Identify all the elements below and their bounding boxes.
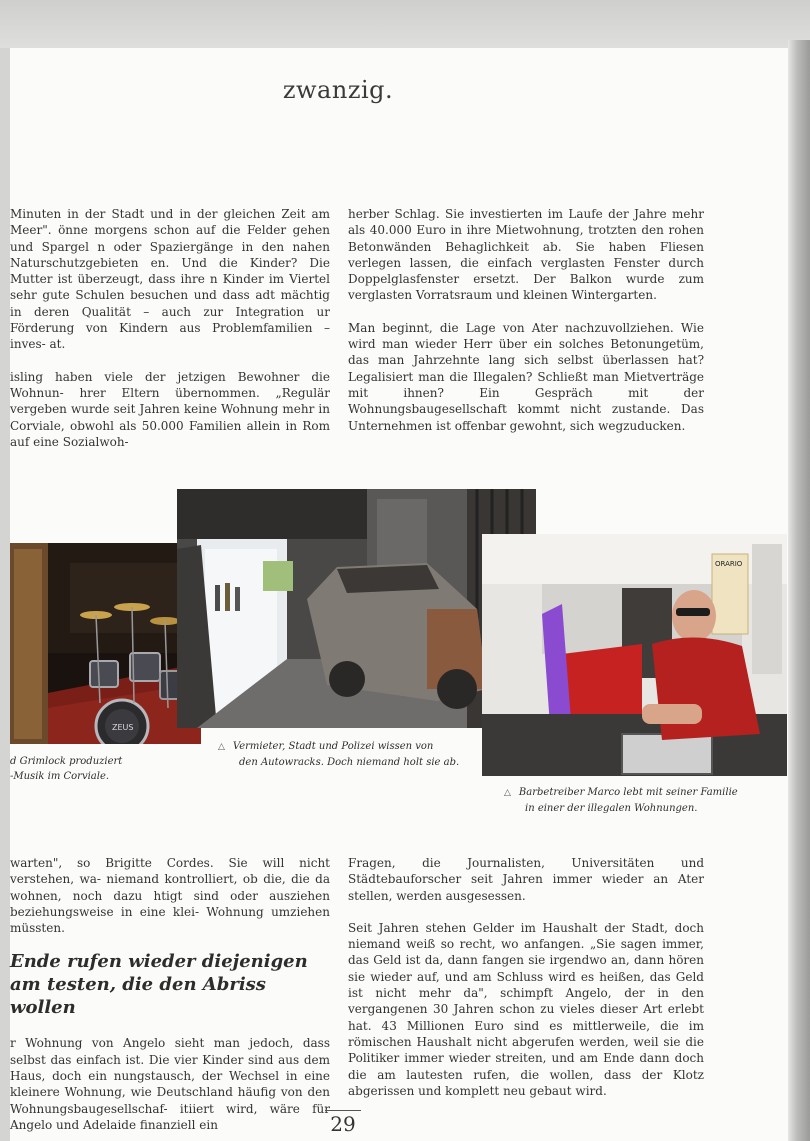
caption-line: -Musik im Corviale. <box>10 771 110 782</box>
caption-line: d Grimlock produziert <box>10 756 123 767</box>
page-title: zwanzig. <box>282 76 394 104</box>
paragraph: isling haben viele der jetzigen Bewohner die Wohnun- hrer Eltern übernommen. „Regulär vergeben wurde seit Jahren keine Wohnung mehr in Corviale, obwohl als 50.000 Familien allein in Rom auf eine Sozialwoh- <box>10 369 330 449</box>
paragraph: Man beginnt, die Lage von Ater nachzuvollziehen. Wie wird man wieder Herr über ein solches Betonungetüm, das man Jahrzehnte lang sich selbst überlassen hat? Legalisiert man die Illegalen? Schließt man Mietverträge mit ihnen? Ein Gespräch mit der Wohnungsbaugesellschaft kommt nicht zustande. Das Unternehmen ist offenbar gewohnt, sich wegzuducken. <box>348 320 704 433</box>
paragraph: Seit Jahren stehen Gelder im Haushalt der Stadt, doch niemand weiß so recht, wo anfangen. „Sie sagen immer, das Geld ist da, dann fangen sie irgendwo an, dann hören sie wieder auf, und am Schluss wird es heißen, das Geld ist nicht mehr da", schimpft Angelo, der in den vergangenen 30 Jahren schon zu vieles dieser Art erlebt hat. 43 Millionen Euro sind es mittlerweile, die im römischen Haushalt nicht abgerufen werden, weil sie die Politiker immer wieder streiten, und am Ende dann doch die am lautesten rufen, die wollen, dass der Klotz abgerissen und komplett neu gebaut wird. <box>348 920 704 1098</box>
photo-bar-owner <box>482 534 787 776</box>
paragraph: herber Schlag. Sie investierten im Laufe der Jahre mehr als 40.000 Euro in ihre Mietwohnung, trotzten den rohen Betonwänden Behaglichkeit ab. Sie haben Fliesen verlegen lassen, die einfach verglasten Fenster durch Doppelglasfenster ersetzt. Der Balkon wurde zum verglasten Vorratsraum und kleinen Wintergarten. <box>348 207 704 303</box>
paragraph: Fragen, die Journalisten, Universitäten und Städtebauforscher seit Jahren immer wieder an Ater stellen, werden ausgesessen. <box>348 856 704 903</box>
paragraph: Minuten in der Stadt und in der gleichen Zeit am Meer". önne morgens schon auf die Felder gehen und Spargel n oder Spaziergänge in den nahen Naturschutzgebieten en. Und die Kinder? Die Mutter ist überzeugt, dass ihre n Kinder im Viertel sehr gute Schulen besuchen und dass adt mächtig in deren Qualität – auch zur Integration ur Förderung von Kindern aus Problemfamilien – inves- at. <box>10 207 330 352</box>
scan-background <box>0 0 810 48</box>
caption-bar-owner <box>504 785 766 816</box>
triangle-icon: △ <box>504 788 511 798</box>
photo-music-studio <box>10 543 201 744</box>
caption-line: in einer der illegalen Wohnungen. <box>525 803 698 814</box>
caption-line: Barbetreiber Marco lebt mit seiner Familie <box>518 787 738 798</box>
drum-logo: ZEUS <box>112 723 134 732</box>
column-bottom-left <box>10 855 330 1133</box>
caption-studio <box>10 754 180 784</box>
caption-line: Vermieter, Stadt und Polizei wissen von <box>232 741 434 752</box>
paragraph: r Wohnung von Angelo sieht man jedoch, dass selbst das einfach ist. Die vier Kinder sind aus dem Haus, doch ein nungstausch, der Wechsel in eine kleinere Wohnung, wie Deutschland häufig von den Wohnungsbaugesellschaf- itiiert wird, wäre für Angelo und Adelaide finanziell ein <box>10 1036 330 1132</box>
column-top-left <box>10 206 330 450</box>
caption-burnt-car <box>218 739 480 770</box>
paragraph: warten", so Brigitte Cordes. Sie will nicht verstehen, wa- niemand kontrolliert, ob die, die da wohnen, noch dazu htigt sind oder ausziehen beziehungsweise in eine klei- Wohnung umziehen müssten. <box>10 856 330 936</box>
sign-label: ORARIO <box>715 560 743 568</box>
page-number: 29 <box>325 1110 361 1136</box>
page-edge <box>788 40 810 1141</box>
column-top-right <box>348 206 704 434</box>
subheading: Ende rufen wieder diejenigen am testen, die den Abriss wollen <box>10 951 308 1019</box>
triangle-icon: △ <box>218 742 225 752</box>
caption-line: den Autowracks. Doch niemand holt sie ab. <box>239 757 460 768</box>
column-bottom-right <box>348 855 704 1099</box>
